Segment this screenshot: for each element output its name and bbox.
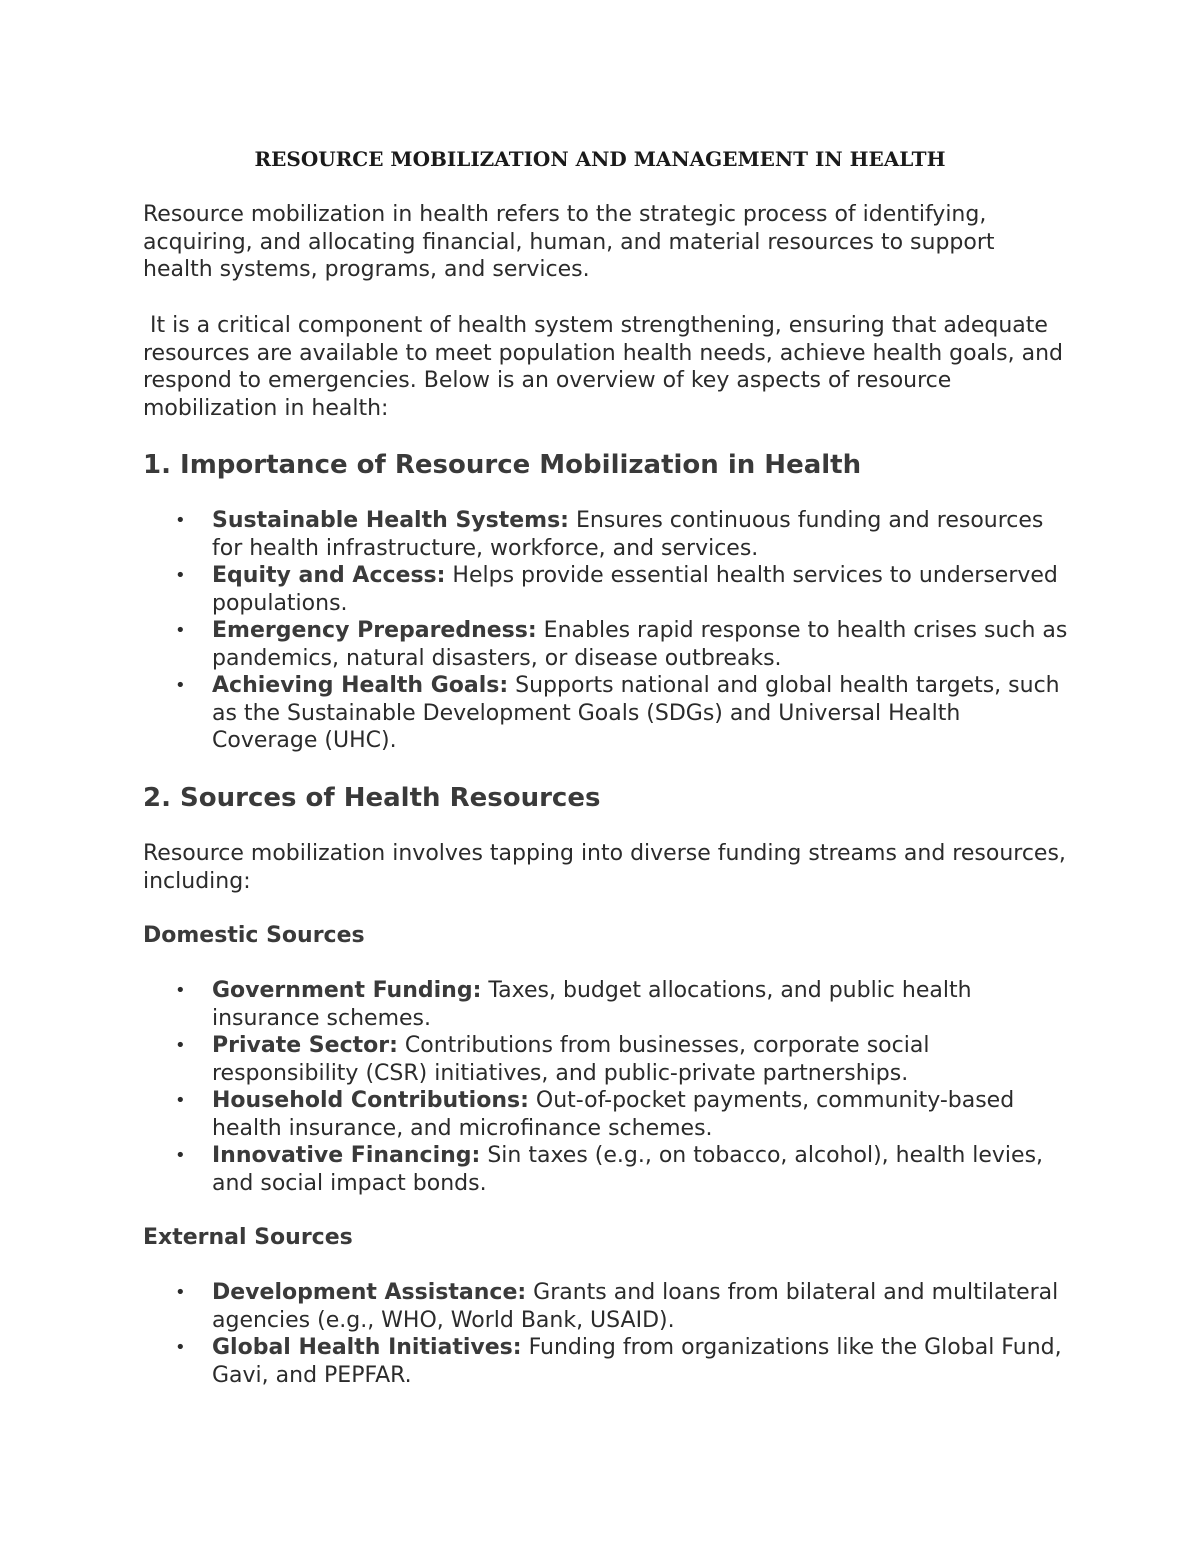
section-2-intro: Resource mobilization involves tapping into diverse funding streams and resources, including: bbox=[143, 841, 1066, 894]
list-item bbox=[143, 617, 1068, 672]
bullet-icon: • bbox=[175, 1282, 186, 1303]
item-term: Household Contributions: bbox=[212, 1088, 529, 1113]
list-item bbox=[143, 977, 1068, 1032]
bullet-icon: • bbox=[175, 675, 186, 696]
item-text: Out-of-pocket payments, community-based health insurance, and microfinance schemes. bbox=[212, 1088, 1015, 1141]
bullet-icon: • bbox=[175, 510, 186, 531]
item-term: Development Assistance: bbox=[212, 1280, 527, 1305]
bullet-icon: • bbox=[175, 980, 186, 1001]
intro-paragraph-1: Resource mobilization in health refers to the strategic process of identifying, acquiring, and allocating financial, human, and material resources to support health systems, programs, and services. bbox=[143, 202, 995, 282]
item-term: Global Health Initiatives: bbox=[212, 1335, 522, 1360]
list-item bbox=[143, 672, 1068, 755]
bullet-icon: • bbox=[175, 1035, 186, 1056]
section-2-heading: 2. Sources of Health Resources bbox=[143, 783, 601, 813]
item-text: Sin taxes (e.g., on tobacco, alcohol), health levies, and social impact bonds. bbox=[212, 1143, 1044, 1196]
list-item bbox=[143, 562, 1068, 617]
domestic-sources-list bbox=[143, 977, 1068, 1197]
external-sources-list bbox=[143, 1279, 1068, 1389]
item-text: Supports national and global health targets, such as the Sustainable Development Goals (SDGs) and Universal Health Coverage (UHC). bbox=[212, 673, 1060, 753]
bullet-icon: • bbox=[175, 1145, 186, 1166]
document-title: RESOURCE MOBILIZATION AND MANAGEMENT IN HEALTH bbox=[254, 147, 946, 171]
external-sources-heading: External Sources bbox=[143, 1225, 353, 1250]
list-item bbox=[143, 1279, 1068, 1334]
list-item bbox=[143, 507, 1068, 562]
item-term: Emergency Preparedness: bbox=[212, 618, 537, 643]
section-1-list bbox=[143, 507, 1068, 755]
item-term: Government Funding: bbox=[212, 978, 482, 1003]
bullet-icon: • bbox=[175, 1337, 186, 1358]
item-text: Funding from organizations like the Global Fund, Gavi, and PEPFAR. bbox=[212, 1335, 1062, 1388]
section-1-heading: 1. Importance of Resource Mobilization in Health bbox=[143, 450, 862, 480]
intro-paragraph-2: It is a critical component of health system strengthening, ensuring that adequate resources are available to meet population health needs, achieve health goals, and respond to emergencies. Below is an overview of key aspects of resource mobilization in health: bbox=[143, 313, 1071, 421]
item-text: Grants and loans from bilateral and multilateral agencies (e.g., WHO, World Bank, USAID). bbox=[212, 1280, 1059, 1333]
item-text: Contributions from businesses, corporate social responsibility (CSR) initiatives, and public-private partnerships. bbox=[212, 1033, 930, 1086]
list-item bbox=[143, 1087, 1068, 1142]
list-item bbox=[143, 1334, 1068, 1389]
item-term: Innovative Financing: bbox=[212, 1143, 481, 1168]
bullet-icon: • bbox=[175, 620, 186, 641]
item-term: Private Sector: bbox=[212, 1033, 398, 1058]
list-item bbox=[143, 1142, 1068, 1197]
item-text: Taxes, budget allocations, and public health insurance schemes. bbox=[212, 978, 972, 1031]
item-text: Helps provide essential health services to underserved populations. bbox=[212, 563, 1058, 616]
item-term: Sustainable Health Systems: bbox=[212, 508, 569, 533]
item-text: Enables rapid response to health crises such as pandemics, natural disasters, or disease outbreaks. bbox=[212, 618, 1068, 671]
domestic-sources-heading: Domestic Sources bbox=[143, 923, 365, 948]
bullet-icon: • bbox=[175, 565, 186, 586]
item-term: Achieving Health Goals: bbox=[212, 673, 509, 698]
list-item bbox=[143, 1032, 1068, 1087]
item-term: Equity and Access: bbox=[212, 563, 446, 588]
item-text: Ensures continuous funding and resources for health infrastructure, workforce, and services. bbox=[212, 508, 1044, 561]
bullet-icon: • bbox=[175, 1090, 186, 1111]
